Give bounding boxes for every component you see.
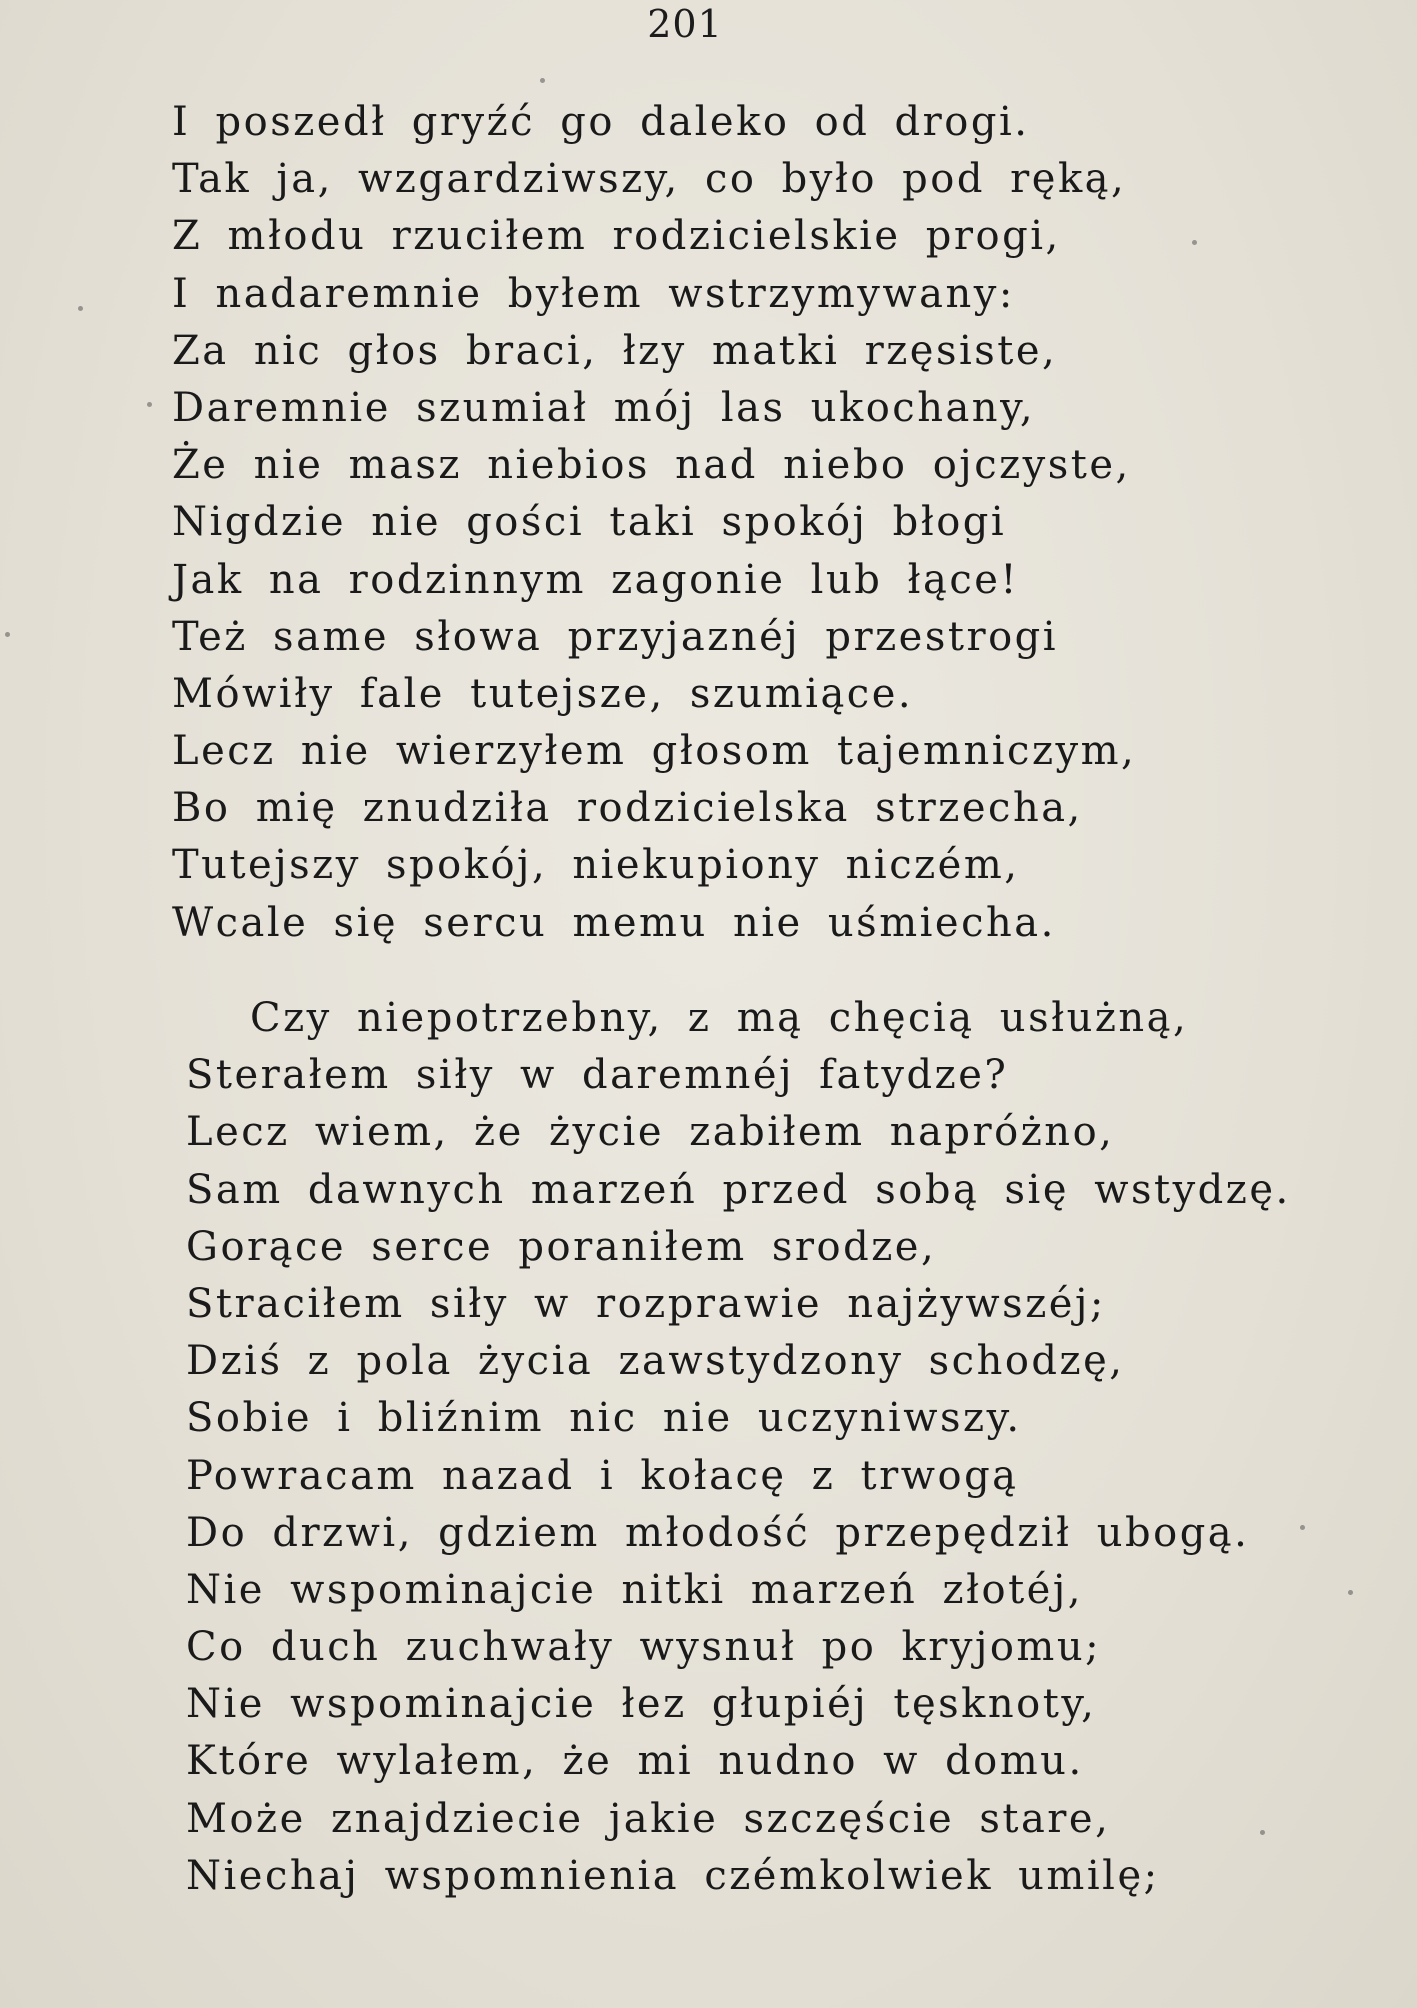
verse-line: Z młodu rzuciłem rodzicielskie progi,	[172, 213, 1061, 260]
verse-line: I poszedł gryźć go daleko od drogi.	[172, 99, 1030, 145]
verse-line: Straciłem siły w rozprawie najżywszéj;	[186, 1280, 1106, 1327]
verse-line: Za nic głos braci, łzy matki rzęsiste,	[172, 327, 1058, 374]
verse-line: Nigdzie nie gości taki spokój błogi	[172, 499, 1007, 546]
paper-speck	[1348, 1590, 1353, 1595]
stanza-1	[172, 94, 1136, 952]
stanza-2	[186, 990, 1291, 1905]
verse-line: Mówiły fale tutejsze, szumiące.	[172, 670, 914, 717]
verse-line: Że nie masz niebios nad niebo ojczyste,	[172, 442, 1131, 489]
verse-line: Dziś z pola życia zawstydzony schodzę,	[186, 1338, 1125, 1385]
verse-line: Lecz nie wierzyłem głosom tajemniczym,	[172, 728, 1137, 775]
paper-speck	[1260, 1830, 1265, 1835]
verse-line: Sobie i bliźnim nic nie uczyniwszy.	[186, 1395, 1022, 1442]
verse-line: Sterałem siły w daremnéj fatydze?	[186, 1052, 1009, 1099]
verse-line: Bo mię znudziła rodzicielska strzecha,	[172, 785, 1083, 832]
page-number: 201	[647, 2, 723, 46]
verse-line: Czy niepotrzebny, z mą chęcią usłużną,	[250, 995, 1189, 1041]
verse-line: Powracam nazad i kołacę z trwogą	[186, 1452, 1019, 1499]
verse-line: Nie wspominajcie łez głupiéj tęsknoty,	[186, 1681, 1097, 1728]
paper-speck	[78, 306, 83, 311]
paper-speck	[5, 632, 10, 637]
verse-line: Sam dawnych marzeń przed sobą się wstydzę.	[186, 1166, 1291, 1213]
verse-line: Wcale się sercu memu nie uśmiecha.	[172, 899, 1056, 946]
paper-speck	[1192, 240, 1197, 245]
verse-line: Gorące serce poraniłem srodze,	[186, 1223, 937, 1270]
paper-speck	[540, 78, 545, 83]
verse-line: I nadaremnie byłem wstrzymywany:	[172, 270, 1015, 317]
verse-line: Niechaj wspomnienia czémkolwiek umilę;	[186, 1852, 1160, 1899]
verse-line: Jak na rodzinnym zagonie lub łące!	[172, 556, 1019, 603]
verse-line: Może znajdziecie jakie szczęście stare,	[186, 1795, 1111, 1842]
verse-line: Nie wspominajcie nitki marzeń złotéj,	[186, 1566, 1083, 1613]
verse-line: Daremnie szumiał mój las ukochany,	[172, 384, 1036, 431]
verse-line: Lecz wiem, że życie zabiłem napróżno,	[186, 1109, 1115, 1156]
verse-line: Też same słowa przyjaznéj przestrogi	[172, 613, 1059, 660]
verse-line: Tutejszy spokój, niekupiony niczém,	[172, 842, 1020, 889]
verse-line: Do drzwi, gdziem młodość przepędził ubogą.	[186, 1509, 1250, 1556]
verse-line: Tak ja, wzgardziwszy, co było pod ręką,	[172, 156, 1127, 203]
verse-line: Co duch zuchwały wysnuł po kryjomu;	[186, 1624, 1102, 1671]
verse-line: Które wylałem, że mi nudno w domu.	[186, 1738, 1084, 1785]
paper-speck	[147, 402, 152, 407]
paper-speck	[1300, 1525, 1305, 1530]
